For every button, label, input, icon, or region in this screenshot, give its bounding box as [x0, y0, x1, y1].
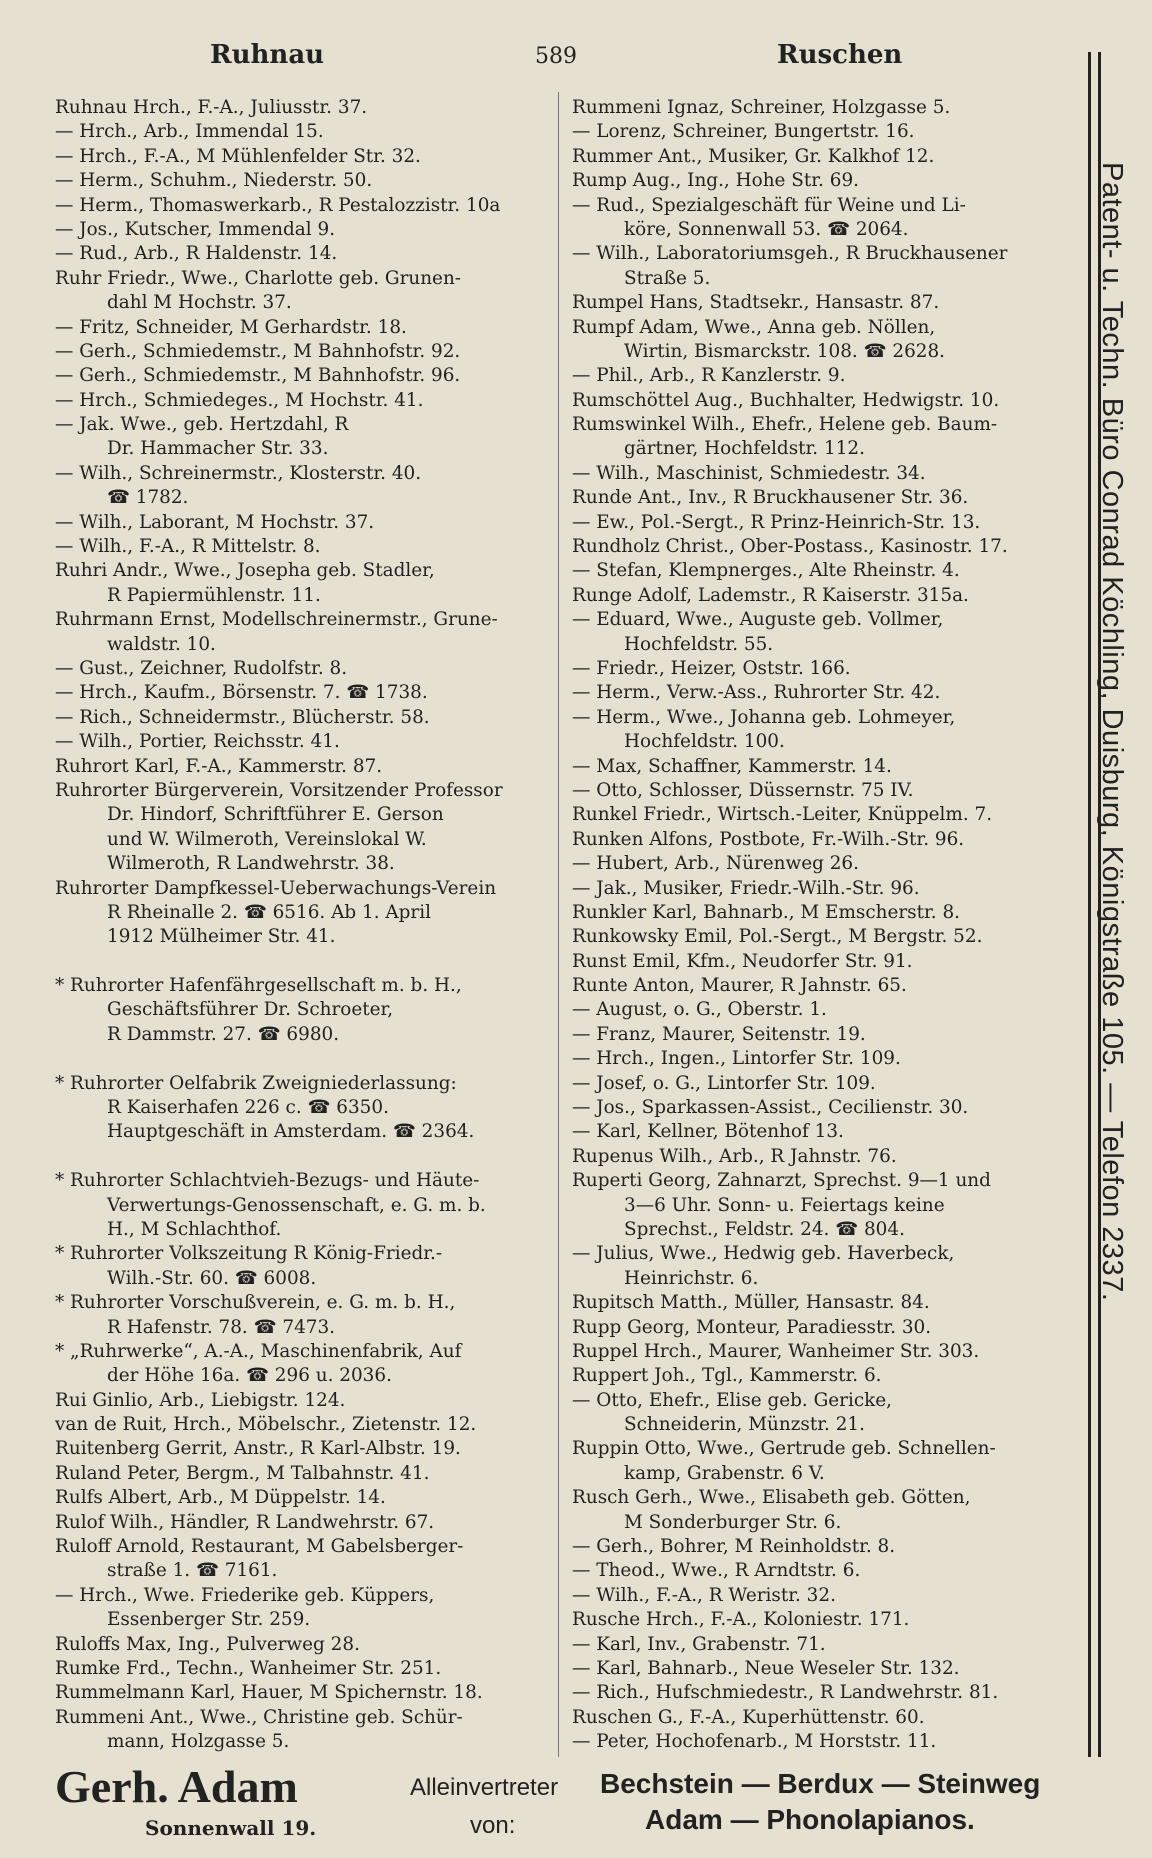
directory-entry-line: Rumpel Hans, Stadtsekr., Hansastr. 87. [572, 292, 940, 314]
directory-entry-line: Ruloff Arnold, Restaurant, M Gabelsberger- [55, 1536, 464, 1558]
directory-entry-line: Rupp Georg, Monteur, Paradiesstr. 30. [572, 1316, 932, 1338]
directory-entry-line: R Kaiserhafen 226 c. ☎ 6350. [107, 1097, 389, 1119]
directory-entry-line: — Josef, o. G., Lintorfer Str. 109. [572, 1072, 876, 1094]
directory-entry-line: — Hubert, Arb., Nürenweg 26. [572, 853, 859, 875]
directory-entry-line: Rumschöttel Aug., Buchhalter, Hedwigstr. 10. [572, 389, 1000, 411]
directory-entry-line: — Eduard, Wwe., Auguste geb. Vollmer, [572, 609, 944, 631]
directory-entry-line: der Höhe 16a. ☎ 296 u. 2036. [107, 1365, 392, 1387]
directory-entry-line: Rui Ginlio, Arb., Liebigstr. 124. [55, 1389, 346, 1411]
column-divider [558, 92, 559, 1757]
directory-entry-line: waldstr. 10. [107, 633, 216, 655]
directory-entry-line: — Herm., Thomaswerkarb., R Pestalozzistr. 10a [55, 194, 501, 216]
directory-entry-line: — Gerh., Schmiedemstr., M Bahnhofstr. 96. [55, 365, 461, 387]
directory-entry-line: ☎ 1782. [107, 487, 189, 509]
directory-entry-line: Ruperti Georg, Zahnarzt, Sprechst. 9—1 und [572, 1170, 991, 1192]
directory-entry-line: * „Ruhrwerke“, A.-A., Maschinenfabrik, Auf [55, 1340, 462, 1362]
ad-von: von: [470, 1812, 516, 1839]
directory-entry-line: Wirtin, Bismarckstr. 108. ☎ 2628. [624, 340, 946, 362]
directory-entry-line: — Hrch., Arb., Immendal 15. [55, 121, 324, 143]
directory-entry-line: — Karl, Bahnarb., Neue Weseler Str. 132. [572, 1658, 960, 1679]
header-left-keyword: Ruhnau [210, 40, 325, 70]
directory-entry-line: M Sonderburger Str. 6. [624, 1511, 842, 1533]
directory-entry-line: Heinrichstr. 6. [624, 1267, 759, 1289]
directory-entry-line: Geschäftsführer Dr. Schroeter, [107, 999, 394, 1021]
directory-entry-line: — Jak., Musiker, Friedr.-Wilh.-Str. 96. [572, 877, 920, 899]
directory-entry-line: — Phil., Arb., R Kanzlerstr. 9. [572, 365, 846, 387]
ad-brand: Gerh. Adam [55, 1761, 298, 1812]
side-banner-text: Patent- u. Techn. Büro Conrad Köchling, Duisburg, Königstraße 105. — Telefon 2337. [1096, 162, 1128, 1302]
directory-entry-line: mann, Holzgasse 5. [107, 1731, 290, 1753]
directory-entry-line: Ruhrorter Bürgerverein, Vorsitzender Professor [55, 779, 503, 801]
left-column [55, 96, 545, 1755]
directory-entry-line: Rumke Frd., Techn., Wanheimer Str. 251. [55, 1658, 442, 1679]
directory-entry-line: — Rud., Spezialgeschäft für Weine und Li- [572, 194, 966, 216]
directory-entry-line: Ruhri Andr., Wwe., Josepha geb. Stadler, [55, 560, 435, 582]
directory-entry-line: Rummeni Ant., Wwe., Christine geb. Schür- [55, 1706, 463, 1728]
directory-entry-line: — Wilh., F.-A., R Mittelstr. 8. [55, 536, 321, 558]
directory-entry-line: kamp, Grabenstr. 6 V. [624, 1462, 825, 1484]
directory-entry-line: — Jos., Sparkassen-Assist., Cecilienstr. 30. [572, 1097, 969, 1119]
directory-entry-line: Rulof Wilh., Händler, R Landwehrstr. 67. [55, 1511, 435, 1533]
directory-entry-line: — Wilh., Laborant, M Hochstr. 37. [55, 511, 375, 533]
directory-entry-line: — Gerh., Schmiedemstr., M Bahnhofstr. 92. [55, 340, 461, 362]
directory-entry-line: Runkel Friedr., Wirtsch.-Leiter, Knüppelm. 7. [572, 804, 993, 826]
directory-entry-line: — Jos., Kutscher, Immendal 9. [55, 218, 336, 240]
directory-entry-line: — Otto, Ehefr., Elise geb. Gericke, [572, 1389, 893, 1411]
directory-entry-line: 1912 Mülheimer Str. 41. [107, 926, 336, 948]
directory-entry-line: Rusch Gerh., Wwe., Elisabeth geb. Götten, [572, 1487, 971, 1509]
directory-entry-line: R Rheinalle 2. ☎ 6516. Ab 1. April [107, 901, 431, 923]
directory-entry-line: straße 1. ☎ 7161. [107, 1560, 278, 1582]
directory-entry-line: Rump Aug., Ing., Hohe Str. 69. [572, 170, 859, 192]
directory-entry-line: Wilh.-Str. 60. ☎ 6008. [107, 1267, 317, 1289]
directory-entry-line: Wilmeroth, R Landwehrstr. 38. [107, 853, 395, 875]
directory-entry-line: — Hrch., Wwe. Friederike geb. Küppers, [55, 1584, 435, 1606]
directory-entry-line: — Friedr., Heizer, Oststr. 166. [572, 657, 851, 679]
directory-entry-line: Hauptgeschäft in Amsterdam. ☎ 2364. [107, 1121, 475, 1143]
directory-entry-line: — Lorenz, Schreiner, Bungertstr. 16. [572, 121, 915, 143]
directory-entry-line: Runken Alfons, Postbote, Fr.-Wilh.-Str. 96. [572, 828, 965, 850]
directory-entry-line: Dr. Hammacher Str. 33. [107, 438, 329, 460]
directory-entry-line: Ruhrort Karl, F.-A., Kammerstr. 87. [55, 755, 383, 777]
ad-brands-line-1: Bechstein — Berdux — Steinweg [600, 1768, 1041, 1799]
directory-entry-line: Ruhr Friedr., Wwe., Charlotte geb. Grunen- [55, 267, 462, 289]
entry-spacer [55, 1047, 545, 1071]
ad-address: Sonnenwall 19. [145, 1816, 317, 1840]
directory-entry-line: Essenberger Str. 259. [107, 1609, 311, 1631]
directory-entry-line: * Ruhrorter Volkszeitung R König-Friedr.- [55, 1243, 443, 1265]
directory-entry-line: — Rich., Schneidermstr., Blücherstr. 58. [55, 706, 430, 728]
directory-entry-line: gärtner, Hochfeldstr. 112. [624, 438, 865, 460]
directory-entry-line: Dr. Hindorf, Schriftführer E. Gerson [107, 804, 444, 826]
directory-entry-line: — Wilh., Schreinermstr., Klosterstr. 40. [55, 462, 422, 484]
entry-spacer [55, 950, 545, 974]
directory-entry-line: Hochfeldstr. 55. [624, 633, 774, 655]
directory-entry-line: — Wilh., F.-A., R Weristr. 32. [572, 1584, 836, 1606]
directory-entry-line: — Gust., Zeichner, Rudolfstr. 8. [55, 657, 348, 679]
directory-entry-line: Rummelmann Karl, Hauer, M Spichernstr. 18. [55, 1682, 483, 1704]
directory-entry-line: Ruhrmann Ernst, Modellschreinermstr., Grune- [55, 609, 498, 631]
directory-entry-line: Rummeni Ignaz, Schreiner, Holzgasse 5. [572, 97, 951, 118]
directory-entry-line: — Wilh., Laboratoriumsgeh., R Bruckhausener [572, 243, 1008, 265]
directory-entry-line: — Rud., Arb., R Haldenstr. 14. [55, 243, 338, 265]
directory-entry-line: H., M Schlachthof. [107, 1218, 282, 1240]
directory-entry-line: Ruppel Hrch., Maurer, Wanheimer Str. 303. [572, 1340, 980, 1362]
directory-entry-line: Rulfs Albert, Arb., M Düppelstr. 14. [55, 1487, 386, 1509]
directory-entry-line: — Karl, Kellner, Bötenhof 13. [572, 1121, 844, 1143]
directory-entry-line: Rundholz Christ., Ober-Postass., Kasinostr. 17. [572, 536, 1008, 558]
directory-entry-line: Straße 5. [624, 267, 711, 289]
directory-entry-line: Ruloffs Max, Ing., Pulverweg 28. [55, 1633, 360, 1655]
ad-sole-agent: Alleinvertreter [410, 1774, 559, 1801]
directory-entry-line: * Ruhrorter Hafenfährgesellschaft m. b. H., [55, 975, 462, 997]
directory-entry-line: — Ew., Pol.-Sergt., R Prinz-Heinrich-Str. 13. [572, 511, 981, 533]
directory-entry-line: Schneiderin, Münzstr. 21. [624, 1414, 865, 1436]
directory-entry-line: und W. Wilmeroth, Vereinslokal W. [107, 828, 427, 850]
directory-entry-line: Ruppert Joh., Tgl., Kammerstr. 6. [572, 1365, 882, 1387]
directory-entry-line: Verwertungs-Genossenschaft, e. G. m. b. [107, 1194, 486, 1216]
directory-entry-line: Rupitsch Matth., Müller, Hansastr. 84. [572, 1292, 930, 1314]
ad-brands [600, 1766, 1040, 1838]
directory-entry-line: van de Ruit, Hrch., Möbelschr., Zietenstr. 12. [55, 1414, 477, 1436]
directory-entry-line: Runde Ant., Inv., R Bruckhausener Str. 36. [572, 487, 969, 509]
directory-entry-line: Ruppin Otto, Wwe., Gertrude geb. Schnellen- [572, 1438, 996, 1460]
directory-entry-line: Runkowsky Emil, Pol.-Sergt., M Bergstr. 52. [572, 926, 983, 948]
directory-entry-line: R Dammstr. 27. ☎ 6980. [107, 1023, 340, 1045]
right-column [572, 96, 1072, 1755]
ad-brands-line-2: Adam — Phonolapianos. [645, 1804, 975, 1835]
header-right-keyword: Ruschen [777, 40, 903, 70]
directory-entry-line: Rummer Ant., Musiker, Gr. Kalkhof 12. [572, 145, 935, 167]
directory-entry-line: 3—6 Uhr. Sonn- u. Feiertags keine [624, 1194, 945, 1216]
directory-entry-line: Runge Adolf, Lademstr., R Kaiserstr. 315a. [572, 584, 969, 606]
directory-entry-line: — Peter, Hochofenarb., M Horststr. 11. [572, 1731, 937, 1753]
directory-entry-line: — August, o. G., Oberstr. 1. [572, 999, 827, 1021]
directory-entry-line: — Karl, Inv., Grabenstr. 71. [572, 1633, 826, 1655]
directory-entry-line: Hochfeldstr. 100. [624, 731, 785, 753]
directory-entry-line: — Otto, Schlosser, Düssernstr. 75 IV. [572, 779, 914, 801]
directory-entry-line: — Stefan, Klempnerges., Alte Rheinstr. 4. [572, 560, 960, 582]
directory-entry-line: — Rich., Hufschmiedestr., R Landwehrstr. 81. [572, 1682, 999, 1704]
entry-spacer [55, 1145, 545, 1169]
directory-entry-line: Rumpf Adam, Wwe., Anna geb. Nöllen, [572, 316, 936, 338]
directory-entry-line: Ruhnau Hrch., F.-A., Juliusstr. 37. [55, 97, 368, 118]
page-header [55, 40, 1075, 80]
advertisement [55, 1760, 1085, 1855]
directory-entry-line: Ruschen G., F.-A., Kuperhüttenstr. 60. [572, 1706, 925, 1728]
directory-entry-line: — Max, Schaffner, Kammerstr. 14. [572, 755, 892, 777]
directory-entry-line: * Ruhrorter Schlachtvieh-Bezugs- und Häute- [55, 1170, 480, 1192]
directory-entry-line: köre, Sonnenwall 53. ☎ 2064. [624, 218, 909, 240]
directory-entry-line: — Herm., Schuhm., Niederstr. 50. [55, 170, 373, 192]
directory-entry-line: Ruland Peter, Bergm., M Talbahnstr. 41. [55, 1462, 430, 1484]
directory-entry-line: Rupenus Wilh., Arb., R Jahnstr. 76. [572, 1145, 897, 1167]
directory-entry-line: — Franz, Maurer, Seitenstr. 19. [572, 1023, 866, 1045]
directory-entry-line: Ruitenberg Gerrit, Anstr., R Karl-Albstr. 19. [55, 1438, 461, 1460]
directory-entry-line: — Herm., Verw.-Ass., Ruhrorter Str. 42. [572, 682, 941, 704]
directory-entry-line: Rumswinkel Wilh., Ehefr., Helene geb. Baum- [572, 414, 998, 436]
directory-entry-line: — Julius, Wwe., Hedwig geb. Haverbeck, [572, 1243, 955, 1265]
directory-entry-line: — Hrch., Ingen., Lintorfer Str. 109. [572, 1048, 901, 1070]
directory-entry-line: — Hrch., Schmiedeges., M Hochstr. 41. [55, 389, 424, 411]
directory-entry-line: — Wilh., Maschinist, Schmiedestr. 34. [572, 462, 926, 484]
directory-entry-line: — Wilh., Portier, Reichsstr. 41. [55, 731, 340, 753]
side-banner [1088, 52, 1128, 1757]
directory-entry-line: — Hrch., F.-A., M Mühlenfelder Str. 32. [55, 145, 421, 167]
directory-entry-line: Ruhrorter Dampfkessel-Ueberwachungs-Verein [55, 877, 497, 899]
directory-entry-line: Sprechst., Feldstr. 24. ☎ 804. [624, 1218, 905, 1240]
directory-entry-line: Rusche Hrch., F.-A., Koloniestr. 171. [572, 1609, 910, 1631]
directory-entry-line: R Papiermühlenstr. 11. [107, 584, 321, 606]
directory-entry-line: — Theod., Wwe., R Arndtstr. 6. [572, 1560, 861, 1582]
directory-entry-line: Runte Anton, Maurer, R Jahnstr. 65. [572, 975, 907, 997]
directory-entry-line: — Jak. Wwe., geb. Hertzdahl, R [55, 414, 349, 436]
directory-entry-line: — Fritz, Schneider, M Gerhardstr. 18. [55, 316, 407, 338]
directory-entry-line: * Ruhrorter Oelfabrik Zweigniederlassung: [55, 1072, 457, 1094]
directory-entry-line: dahl M Hochstr. 37. [107, 292, 292, 314]
directory-entry-line: * Ruhrorter Vorschußverein, e. G. m. b. H., [55, 1292, 456, 1314]
directory-entry-line: R Hafenstr. 78. ☎ 7473. [107, 1316, 336, 1338]
directory-entry-line: Runst Emil, Kfm., Neudorfer Str. 91. [572, 950, 913, 972]
page-number: 589 [535, 44, 577, 69]
directory-entry-line: — Hrch., Kaufm., Börsenstr. 7. ☎ 1738. [55, 682, 428, 704]
directory-entry-line: — Gerh., Bohrer, M Reinholdstr. 8. [572, 1536, 896, 1558]
directory-entry-line: — Herm., Wwe., Johanna geb. Lohmeyer, [572, 706, 956, 728]
directory-entry-line: Runkler Karl, Bahnarb., M Emscherstr. 8. [572, 901, 961, 923]
